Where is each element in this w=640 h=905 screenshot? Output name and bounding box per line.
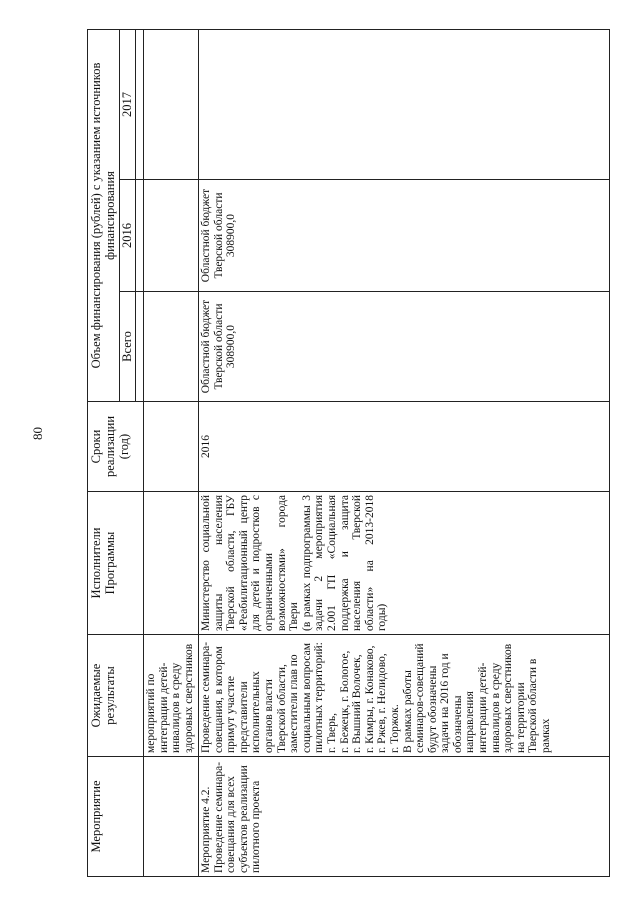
year-2016-cell: Областной бюджет Тверской области 308900,0 (199, 180, 610, 292)
header-year-2017: 2017 (120, 29, 136, 179)
header-spacer (136, 29, 144, 179)
header-expected-results: Ожидаемые результаты (88, 635, 144, 757)
header-event: Мероприятие (88, 757, 144, 877)
page-number: 80 (30, 427, 45, 440)
event-cell (144, 757, 199, 877)
rotated-table-sheet (87, 30, 610, 877)
expected-results-cell: мероприятий по интеграции детей-инвалидов в среду здоровых сверстников (144, 635, 199, 757)
header-year-2016: 2016 (120, 180, 136, 292)
executors-cell: Министерство социальной защиты населения Тверской области, ГБУ «Реабилитационный центр для детей и подростков с ограниченными возможностями» города Твери (в рамках подпрограммы 3 задачи 2 мероприятия 2.001 ГП «Социальная поддержка и защита населения Тверской области» на 2013-2018 годы) (199, 492, 610, 635)
year-2017-cell (199, 29, 610, 179)
year-2017-cell (144, 29, 199, 179)
executors-cell (144, 492, 199, 635)
expected-results-cell: Проведение семинара-совещания, в котором примут участие представители исполнительных органов власти Тверской области, заместители глав по социальным вопросам пилотных территорий: г. Тверь, г. Бежецк, г. Бологое, г. Вышний Волочек, г. Кимры, г. Конаково, г. Ржев, г. Нелидово, г. Торжок. В рамках работы семинаров-совещаний будут обозначены задачи на 2016 год и обозначены направления интеграции детей-инвалидов в среду здоровых сверстников на территории Тверской области в рамках (199, 635, 610, 757)
header-total: Всего (120, 292, 136, 402)
table-row (199, 29, 610, 876)
header-spacer (136, 292, 144, 402)
header-funding: Объем финансирования (рублей) с указанием источников финансирования (88, 29, 120, 401)
header-executors: Исполнители Программы (88, 492, 144, 635)
year-2016-cell (144, 180, 199, 292)
total-cell: Областной бюджет Тверской области 308900,0 (199, 292, 610, 402)
terms-cell: 2016 (199, 402, 610, 492)
table-row (144, 29, 199, 876)
event-cell: Мероприятие 4.2. Проведение семинара-совещания для всех субъектов реализации пилотного проекта (199, 757, 610, 877)
total-cell (144, 292, 199, 402)
program-activities-table (87, 29, 610, 877)
header-spacer (136, 180, 144, 292)
header-terms: Сроки реализации (год) (88, 402, 144, 492)
terms-cell (144, 402, 199, 492)
